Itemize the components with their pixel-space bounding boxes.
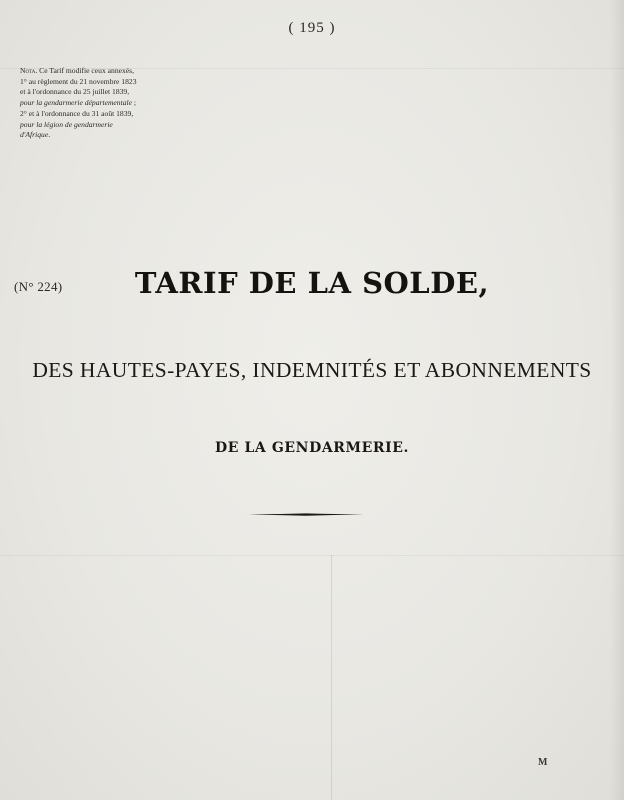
- note-italic-2: pour la légion de gendarmerie d'Afrique: [20, 119, 113, 140]
- note-lead: Nota.: [20, 66, 38, 75]
- page-number: ( 195 ): [288, 20, 336, 36]
- decorative-rule: [248, 513, 364, 516]
- footer-mark: M: [538, 757, 548, 768]
- document-title: TARIF DE LA SOLDE,: [134, 266, 490, 300]
- document-subtitle: DES HAUTES-PAYES, INDEMNITÉS ET ABONNEMENTS: [32, 358, 592, 382]
- note-text-2: ; 2° et à l'ordonnance du 31 août 1839,: [20, 98, 137, 118]
- note-text-1: Ce Tarif modifie ceux annexés, 1° au règlement du 21 novembre 1823 et à l'ordonnance du 25 juillet 1839,: [20, 66, 137, 97]
- document-subtitle-2: DE LA GENDARMERIE.: [214, 440, 410, 456]
- document-number: (N° 224): [14, 279, 63, 294]
- page-edge-shadow: [610, 0, 624, 800]
- fold-line-vertical: [331, 555, 332, 800]
- note-text-3: .: [48, 130, 51, 140]
- margin-note: [20, 66, 138, 141]
- note-italic-1: pour la gendarmerie départementale: [20, 98, 132, 108]
- fold-line-horizontal: [0, 555, 624, 556]
